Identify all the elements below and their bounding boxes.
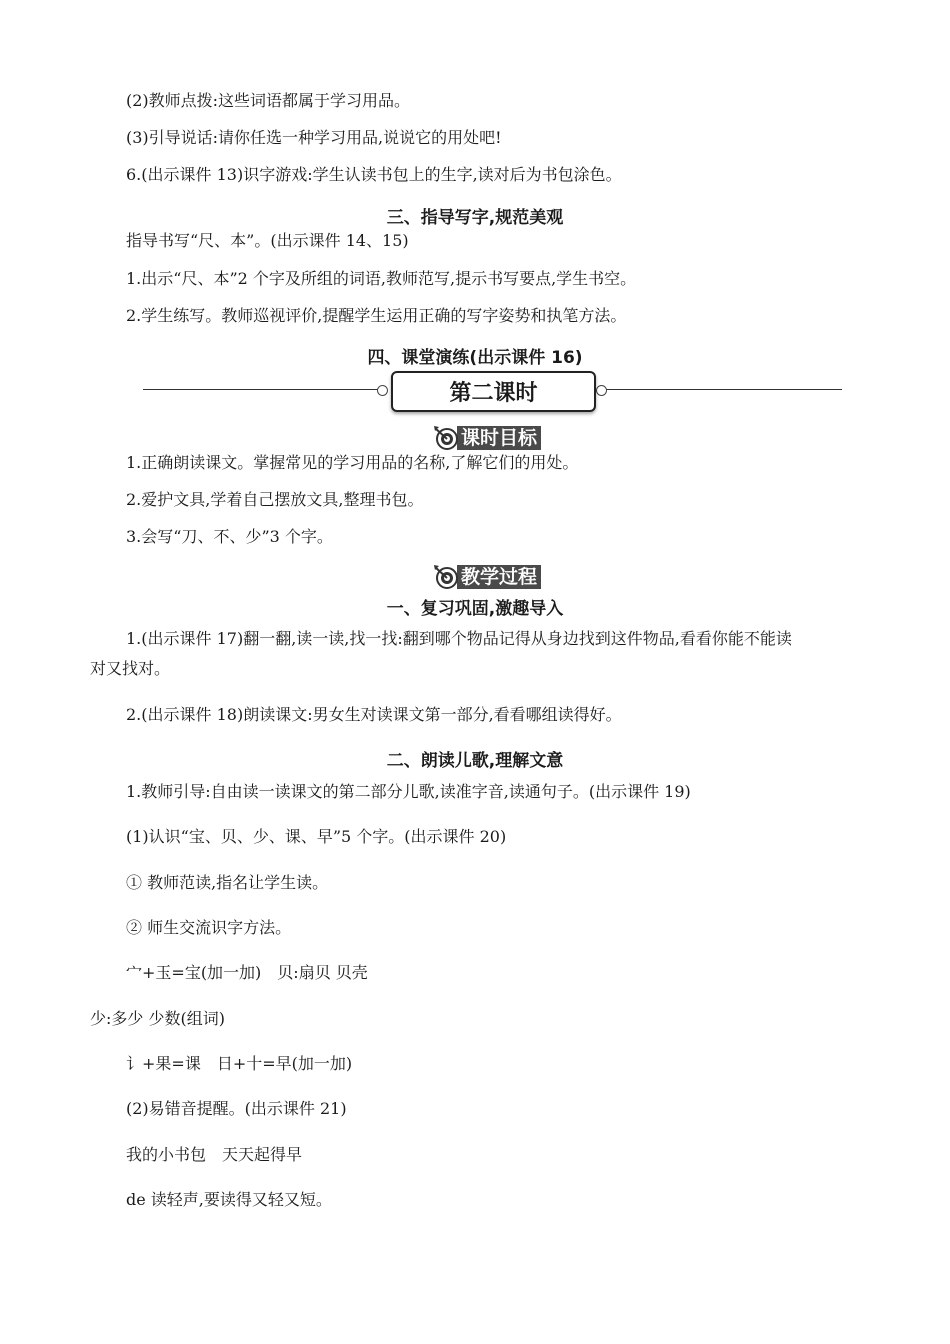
target-arrow-icon <box>433 425 459 451</box>
text-line: 1.教师引导:自由读一读课文的第二部分儿歌,读准字音,读通句子。(出示课件 19) <box>126 782 691 801</box>
text-line: (3)引导说话:请你任选一种学习用品,说说它的用处吧! <box>126 128 502 147</box>
text-line: 讠+果=课 日+十=早(加一加) <box>126 1054 353 1073</box>
text-line: 对又找对。 <box>90 659 171 678</box>
text-line: 1.(出示课件 17)翻一翻,读一读,找一找:翻到哪个物品记得从身边找到这件物品,看看你能不能读 <box>126 629 792 648</box>
section-heading: 四、课堂演练(出示课件 16) <box>367 348 583 368</box>
text-line: 3.会写“刀、不、少”3 个字。 <box>126 527 333 546</box>
target-arrow-icon <box>433 564 459 590</box>
section-heading: 二、朗读儿歌,理解文意 <box>386 751 564 771</box>
divider-dot-icon <box>596 385 607 396</box>
section-heading: 一、复习巩固,激趣导入 <box>386 599 564 619</box>
text-line: (2)教师点拨:这些词语都属于学习用品。 <box>126 91 411 110</box>
text-line: 我的小书包 天天起得早 <box>126 1145 303 1164</box>
text-line: 1.出示“尺、本”2 个字及所组的词语,教师范写,提示书写要点,学生书空。 <box>126 269 637 288</box>
text-line: 宀+玉=宝(加一加) 贝:扇贝 贝壳 <box>126 963 368 982</box>
lesson-title: 第二课时 <box>391 371 596 412</box>
text-line: ① 教师范读,指名让学生读。 <box>126 873 329 892</box>
divider-dot-icon <box>377 385 388 396</box>
process-badge <box>433 564 541 590</box>
text-line: 6.(出示课件 13)识字游戏:学生认读书包上的生字,读对后为书包涂色。 <box>126 165 622 184</box>
text-line: (2)易错音提醒。(出示课件 21) <box>126 1099 347 1118</box>
text-line: 少:多少 少数(组词) <box>90 1009 225 1028</box>
badge-label: 教学过程 <box>457 565 541 589</box>
text-line: 1.正确朗读课文。掌握常见的学习用品的名称,了解它们的用处。 <box>126 453 579 472</box>
text-line: de 读轻声,要读得又轻又短。 <box>126 1190 332 1209</box>
text-line: 2.(出示课件 18)朗读课文:男女生对读课文第一部分,看看哪组读得好。 <box>126 705 622 724</box>
goals-badge <box>433 425 541 451</box>
text-line: 2.学生练写。教师巡视评价,提醒学生运用正确的写字姿势和执笔方法。 <box>126 306 627 325</box>
badge-label: 课时目标 <box>457 426 541 450</box>
text-line: (1)认识“宝、贝、少、课、早”5 个字。(出示课件 20) <box>126 827 507 846</box>
divider-line-left <box>143 389 385 390</box>
section-heading: 三、指导写字,规范美观 <box>386 208 564 228</box>
text-line: 2.爱护文具,学着自己摆放文具,整理书包。 <box>126 490 424 509</box>
divider-line-right <box>598 389 842 390</box>
text-line: 指导书写“尺、本”。(出示课件 14、15) <box>126 231 409 250</box>
text-line: ② 师生交流识字方法。 <box>126 918 292 937</box>
